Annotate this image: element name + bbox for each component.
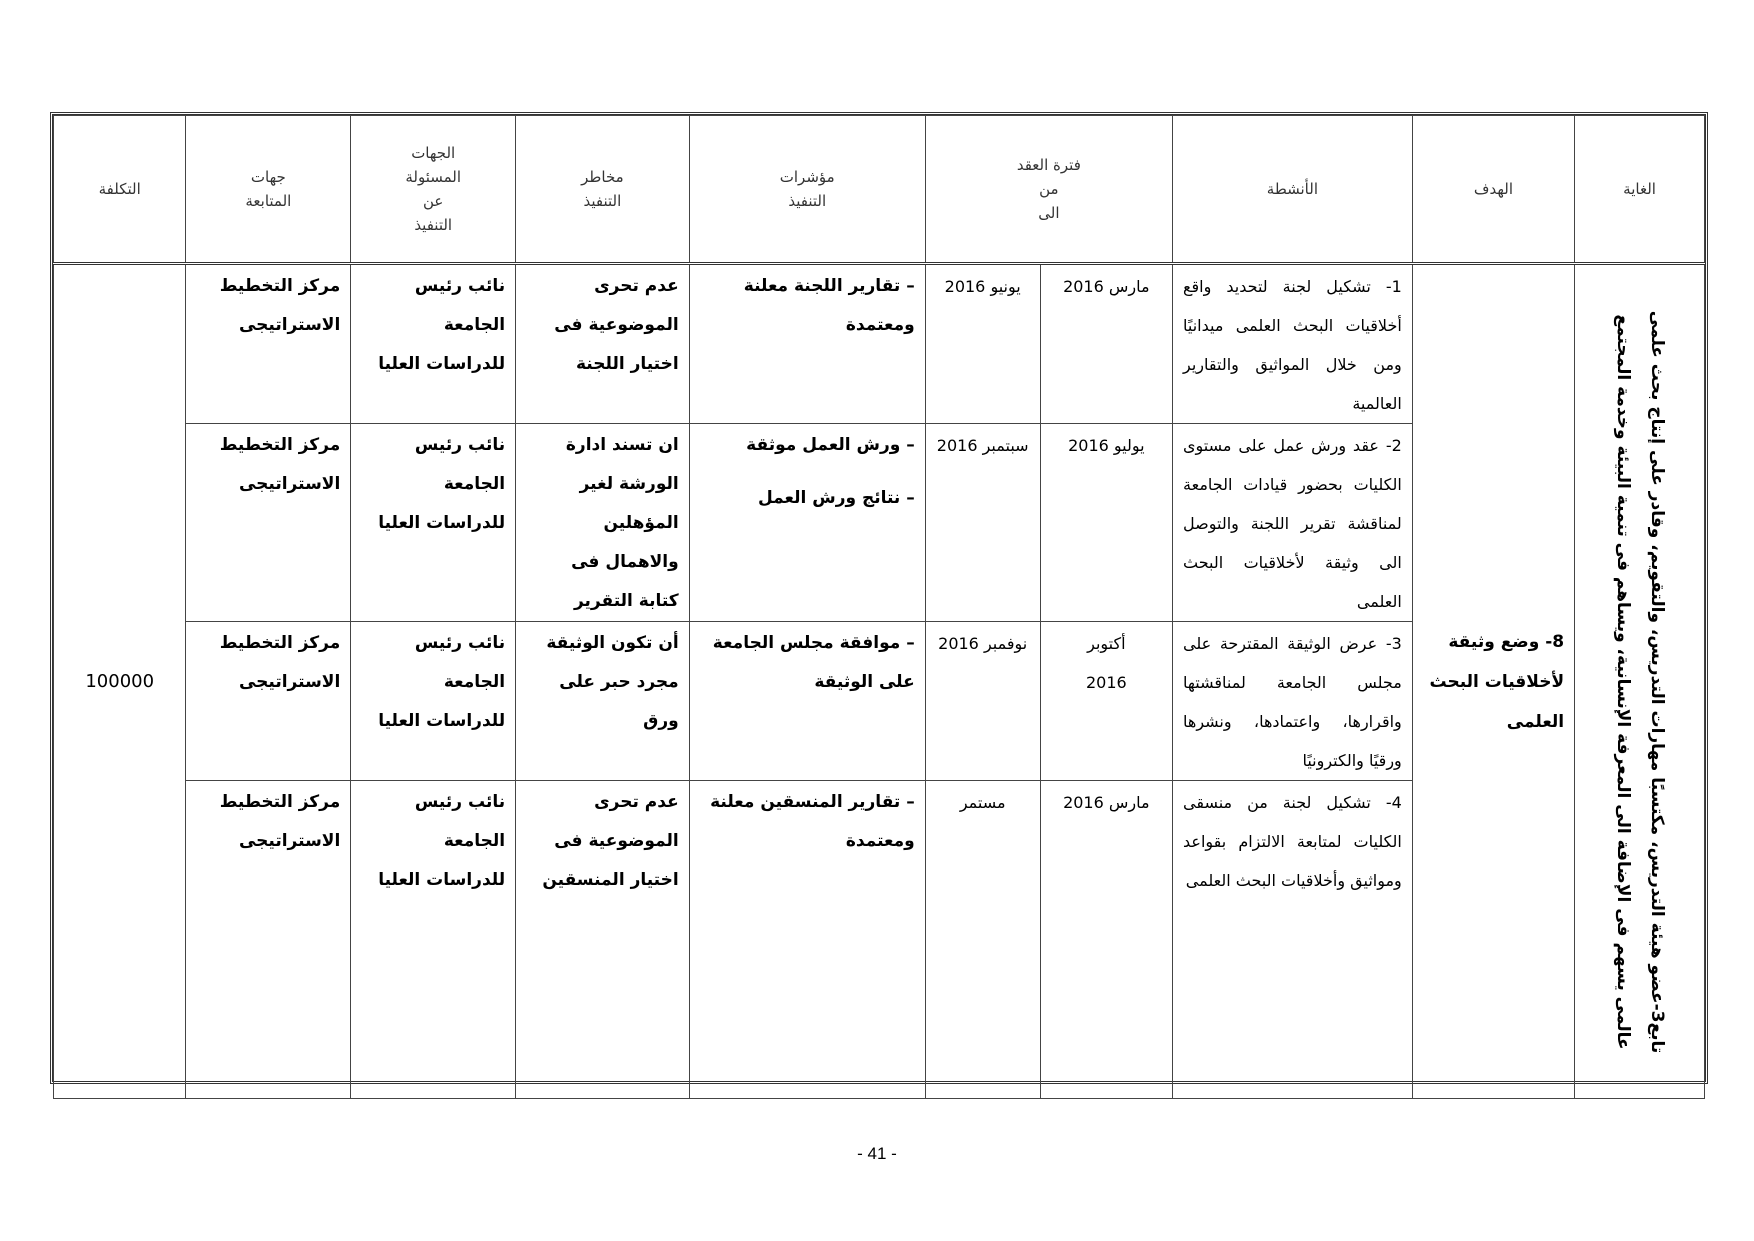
header-responsible: الجهات المسئولة عن التنفيذ: [351, 116, 516, 264]
from-date: مارس 2016: [1040, 781, 1172, 1099]
indicator-item: – نتائج ورش العمل: [757, 488, 915, 508]
responsible-cell: نائب رئيس الجامعة للدراسات العليا: [351, 264, 516, 424]
risks-cell: عدم تحرى الموضوعية فى اختيار اللجنة: [516, 264, 690, 424]
to-date: مستمر: [925, 781, 1040, 1099]
activity-cell: 1- تشكيل لجنة لتحديد واقع أخلاقيات البحث العلمى ميدانيًا ومن خلال المواثيق والتقارير العالمية: [1173, 264, 1413, 424]
from-date: أكتوبر 2016: [1040, 622, 1172, 781]
risks-cell: أن تكون الوثيقة مجرد حبر على ورق: [516, 622, 690, 781]
from-date: مارس 2016: [1040, 264, 1172, 424]
to-date: يونيو 2016: [925, 264, 1040, 424]
aim-text: تابع3-عضو هيئة التدريس، مكتسبًا مهارات التدريس، والتقويم، وقادر على إنتاج بحث علمى عالمى يسهم فى الإضافة الى المعرفة الإنسانية، ويساهم فى تنمية البيئة وخدمة المجتمع: [1612, 310, 1667, 1053]
header-follow-up: جهات المتابعة: [186, 116, 351, 264]
header-cost: التكلفة: [54, 116, 186, 264]
aim-cell: [1575, 264, 1705, 1099]
table-row: [54, 264, 1705, 424]
indicators-cell: – تقارير اللجنة معلنة ومعتمدة: [689, 264, 925, 424]
goal-cell: 8- وضع وثيقة لأخلاقيات البحث العلمى: [1412, 264, 1574, 1099]
follow-up-cell: مركز التخطيط الاستراتيجى: [186, 264, 351, 424]
risks-cell: ان تسند ادارة الورشة لغير المؤهلين والاهمال فى كتابة التقرير: [516, 424, 690, 622]
header-indicators: مؤشرات التنفيذ: [689, 116, 925, 264]
plan-table: [53, 115, 1705, 1099]
header-row: [54, 116, 1705, 264]
plan-table-frame: [50, 112, 1708, 1084]
follow-up-cell: مركز التخطيط الاستراتيجى: [186, 622, 351, 781]
responsible-cell: نائب رئيس الجامعة للدراسات العليا: [351, 622, 516, 781]
indicators-cell: – موافقة مجلس الجامعة على الوثيقة: [689, 622, 925, 781]
from-date: يوليو 2016: [1040, 424, 1172, 622]
header-aim: الغاية: [1575, 116, 1705, 264]
header-activities: الأنشطة: [1173, 116, 1413, 264]
activity-cell: 4- تشكيل لجنة من منسقى الكليات لمتابعة الالتزام بقواعد ومواثيق وأخلاقيات البحث العلمى: [1173, 781, 1413, 1099]
header-goal: الهدف: [1412, 116, 1574, 264]
responsible-cell: نائب رئيس الجامعة للدراسات العليا: [351, 424, 516, 622]
page-number: - 41 -: [857, 1144, 897, 1163]
indicator-item: – ورش العمل موثقة: [746, 435, 915, 455]
follow-up-cell: مركز التخطيط الاستراتيجى: [186, 781, 351, 1099]
follow-up-cell: مركز التخطيط الاستراتيجى: [186, 424, 351, 622]
to-date: سبتمبر 2016: [925, 424, 1040, 622]
activity-cell: 2- عقد ورش عمل على مستوى الكليات بحضور قيادات الجامعة لمناقشة تقرير اللجنة والتوصل الى وثيقة لأخلاقيات البحث العلمى: [1173, 424, 1413, 622]
activity-cell: 3- عرض الوثيقة المقترحة على مجلس الجامعة لمناقشتها واقرارها، واعتمادها، ونشرها ورقيًا والكترونيًا: [1173, 622, 1413, 781]
responsible-cell: نائب رئيس الجامعة للدراسات العليا: [351, 781, 516, 1099]
cost-cell: 100000: [54, 264, 186, 1099]
indicators-cell: [689, 424, 925, 622]
indicators-cell: – تقارير المنسقين معلنة ومعتمدة: [689, 781, 925, 1099]
to-date: نوفمبر 2016: [925, 622, 1040, 781]
header-risks: مخاطر التنفيذ: [516, 116, 690, 264]
header-period: فترة العقد من الى: [925, 116, 1172, 264]
risks-cell: عدم تحرى الموضوعية فى اختيار المنسقين: [516, 781, 690, 1099]
